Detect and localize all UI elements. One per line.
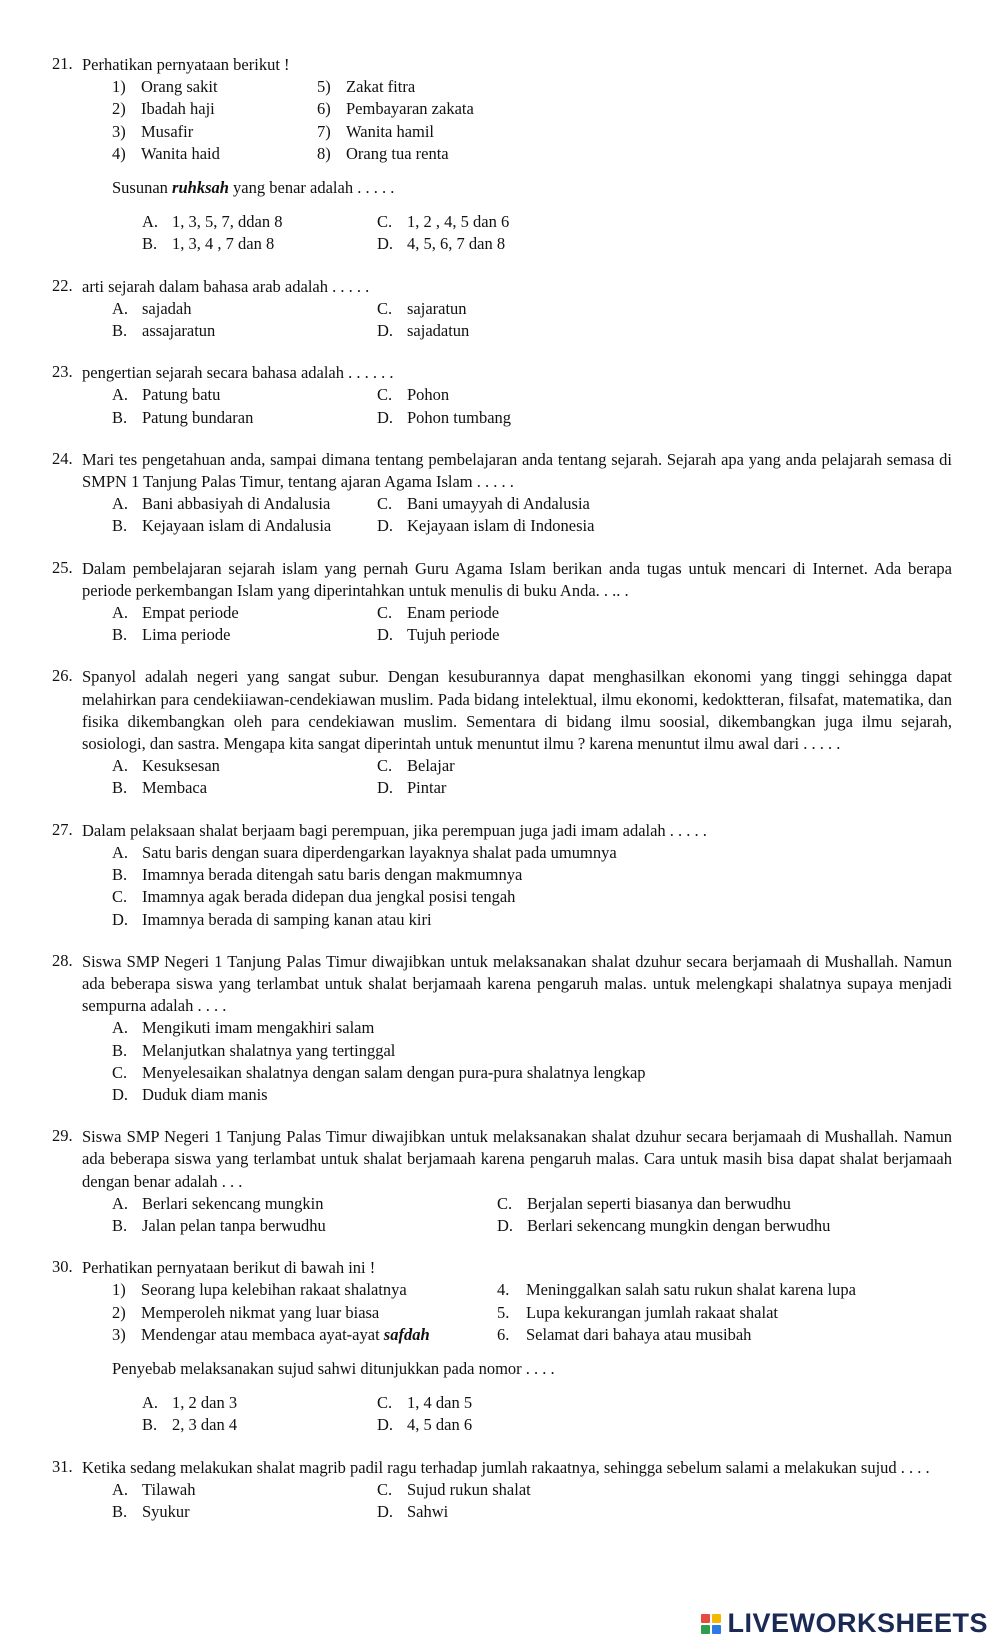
question-text: Perhatikan pernyataan berikut ! xyxy=(82,55,290,74)
option-label: D. xyxy=(377,778,394,798)
option-a[interactable] xyxy=(112,1017,952,1039)
statement-text: Lupa kekurangan jumlah rakaat shalat xyxy=(526,1302,778,1322)
option-text: Enam periode xyxy=(407,603,500,623)
option-text: Menyelesaikan shalatnya dengan salam dengan pura-pura shalatnya lengkap xyxy=(142,1062,646,1082)
emphasized-term: ruhksah xyxy=(172,178,229,198)
prompt-text: yang benar adalah . . . . . xyxy=(228,178,395,198)
option-row xyxy=(142,1414,952,1436)
option-label: A. xyxy=(112,298,129,318)
option-c[interactable] xyxy=(377,755,455,777)
option-row xyxy=(112,493,952,515)
statement-number: 1) xyxy=(112,1280,126,1300)
statement-text: Selamat dari bahaya atau musibah xyxy=(526,1324,752,1344)
option-label: B. xyxy=(142,1415,158,1435)
option-row xyxy=(112,298,952,320)
question-26 xyxy=(52,666,952,799)
question-21 xyxy=(52,54,952,256)
option-c[interactable] xyxy=(377,602,499,624)
question-24 xyxy=(52,449,952,538)
option-b[interactable] xyxy=(112,1040,952,1062)
option-c[interactable] xyxy=(112,1062,952,1084)
option-d[interactable] xyxy=(377,515,594,537)
question-text: arti sejarah dalam bahasa arab adalah . . . . . xyxy=(82,276,370,296)
option-text: sajaratun xyxy=(407,298,467,318)
option-text: Kesuksesan xyxy=(142,756,220,776)
option-c[interactable] xyxy=(377,1479,531,1501)
option-text: 1, 4 dan 5 xyxy=(407,1393,473,1413)
question-text: pengertian sejarah secara bahasa adalah . . . . . . xyxy=(82,363,394,383)
option-text: Satu baris dengan suara diperdengarkan layaknya shalat pada umumnya xyxy=(142,842,617,862)
statement-number: 4. xyxy=(497,1280,510,1300)
option-label: C. xyxy=(377,385,393,405)
option-text: Tilawah xyxy=(142,1479,196,1499)
question-number: 31. xyxy=(52,1456,73,1476)
option-b[interactable] xyxy=(112,777,377,799)
option-c[interactable] xyxy=(377,211,509,233)
option-label: A. xyxy=(112,1479,129,1499)
statement-text: Musafir xyxy=(141,121,194,141)
prompt-text: Susunan xyxy=(112,178,173,198)
option-label: D. xyxy=(377,1501,394,1521)
option-b[interactable] xyxy=(112,864,952,886)
statement-text: Zakat fitra xyxy=(346,77,416,97)
option-text: Berjalan seperti biasanya dan berwudhu xyxy=(527,1193,791,1213)
option-text: 2, 3 dan 4 xyxy=(172,1415,238,1435)
option-label: C. xyxy=(112,887,128,907)
option-text: Lima periode xyxy=(142,625,231,645)
option-label: A. xyxy=(112,1193,129,1213)
option-label: D. xyxy=(377,625,394,645)
option-text: 1, 3, 5, 7, ddan 8 xyxy=(172,212,283,232)
question-text: Ketika sedang melakukan shalat magrib padil ragu terhadap jumlah rakaatnya, sehingga sebelum salami a melakukan sujud . . . . xyxy=(82,1457,930,1477)
option-label: A. xyxy=(112,603,129,623)
logo-tile xyxy=(712,1625,721,1634)
question-number: 22. xyxy=(52,275,73,295)
option-row xyxy=(112,755,952,777)
option-row xyxy=(112,624,952,646)
question-text: Dalam pelaksaan shalat berjaam bagi perempuan, jika perempuan juga jadi imam adalah . . . . . xyxy=(82,820,707,840)
option-label: B. xyxy=(142,234,158,254)
statement-text: Meninggalkan salah satu rukun shalat karena lupa xyxy=(526,1280,856,1300)
logo-text: LIVEWORKSHEETS xyxy=(727,1608,988,1638)
option-label: B. xyxy=(112,407,128,427)
option-text: Membaca xyxy=(142,778,208,798)
option-text: Pohon xyxy=(407,385,450,405)
option-label: A. xyxy=(112,756,129,776)
option-c[interactable] xyxy=(497,1193,791,1215)
option-b[interactable] xyxy=(112,515,377,537)
option-a[interactable] xyxy=(112,602,377,624)
option-label: C. xyxy=(377,298,393,318)
option-a[interactable] xyxy=(142,1392,377,1414)
option-text: Pohon tumbang xyxy=(407,407,512,427)
option-text: Tujuh periode xyxy=(407,625,500,645)
option-label: A. xyxy=(112,385,129,405)
statement-number: 5. xyxy=(497,1302,510,1322)
statement-number: 3) xyxy=(112,1324,126,1344)
option-text: 1, 2 dan 3 xyxy=(172,1393,238,1413)
option-label: D. xyxy=(497,1215,514,1235)
question-number: 23. xyxy=(52,362,73,382)
question-30 xyxy=(52,1257,952,1436)
option-text: sajadah xyxy=(142,298,192,318)
statement-row xyxy=(112,76,952,98)
option-text: Mengikuti imam mengakhiri salam xyxy=(142,1018,375,1038)
option-text: Imamnya berada ditengah satu baris dengan makmumnya xyxy=(142,865,523,885)
option-row xyxy=(112,1501,952,1523)
question-27 xyxy=(52,820,952,931)
option-label: B. xyxy=(112,1501,128,1521)
option-c[interactable] xyxy=(377,493,590,515)
option-row xyxy=(112,320,952,342)
option-label: D. xyxy=(377,516,394,536)
option-c[interactable] xyxy=(112,886,952,908)
option-label: C. xyxy=(377,212,393,232)
option-label: B. xyxy=(112,625,128,645)
option-text: Empat periode xyxy=(142,603,239,623)
option-text: Sahwi xyxy=(407,1501,449,1521)
question-number: 21. xyxy=(52,54,73,73)
option-label: D. xyxy=(377,234,394,254)
statement-text: Orang sakit xyxy=(141,77,218,97)
logo-mark-icon xyxy=(701,1614,721,1634)
option-label: A. xyxy=(142,1393,159,1413)
statement-number: 2) xyxy=(112,99,126,119)
option-label: C. xyxy=(377,1479,393,1499)
question-number: 28. xyxy=(52,950,73,970)
option-text: Kejayaan islam di Indonesia xyxy=(407,516,595,536)
option-row xyxy=(142,233,952,255)
option-text: Sujud rukun shalat xyxy=(407,1479,531,1499)
question-28 xyxy=(52,951,952,1106)
option-label: D. xyxy=(377,407,394,427)
option-d[interactable] xyxy=(377,407,511,429)
statement-text: Memperoleh nikmat yang luar biasa xyxy=(141,1302,380,1322)
question-text: Mari tes pengetahuan anda, sampai dimana tentang pembelajaran anda tentang sejarah. Sejarah apa yang anda pelajarah semasa di SMPN 1 Tanjung Palas Timur, tentang ajaran Agama Islam . . . . . xyxy=(82,449,952,492)
option-text: Pintar xyxy=(407,778,447,798)
option-b[interactable] xyxy=(112,1501,377,1523)
option-a[interactable] xyxy=(112,493,377,515)
option-text: Duduk diam manis xyxy=(142,1084,268,1104)
option-label: A. xyxy=(142,212,159,232)
option-b[interactable] xyxy=(112,624,377,646)
option-text: Melanjutkan shalatnya yang tertinggal xyxy=(142,1040,396,1060)
question-text: Siswa SMP Negeri 1 Tanjung Palas Timur diwajibkan untuk melaksanakan shalat dzuhur secara berjamaah di Mushallah. Namun ada beberapa siswa yang terlambat untuk shalat berjamaah karena pengaruh malas. Cara untuk masih bisa dapat shalat berjamaah dengan benar adalah . . . xyxy=(82,1127,952,1191)
statement-text: Mendengar atau membaca ayat-ayat xyxy=(141,1324,384,1344)
question-number: 29. xyxy=(52,1126,73,1146)
option-label: B. xyxy=(112,1040,128,1060)
question-number: 30. xyxy=(52,1257,73,1277)
option-c[interactable] xyxy=(377,384,449,406)
statement-row xyxy=(112,121,952,143)
logo-tile xyxy=(712,1614,721,1623)
question-25 xyxy=(52,558,952,647)
option-a[interactable] xyxy=(112,1193,497,1215)
option-text: Imamnya berada di samping kanan atau kiri xyxy=(142,909,432,929)
option-text: Jalan pelan tanpa berwudhu xyxy=(142,1215,326,1235)
statement-number: 6. xyxy=(497,1324,510,1344)
option-text: Imamnya agak berada didepan dua jengkal posisi tengah xyxy=(142,887,516,907)
question-text: Siswa SMP Negeri 1 Tanjung Palas Timur diwajibkan untuk melaksanakan shalat dzuhur secara berjamaah di Mushallah. Namun ada beberapa siswa yang terlambat untuk shalat berjamaah karena pengaruh malas. untuk melengkapi shalatnya supaya menjadi sempurna adalah . . . . xyxy=(82,951,952,1016)
option-c[interactable] xyxy=(377,298,467,320)
option-label: C. xyxy=(377,1393,393,1413)
option-text: Berlari sekencang mungkin xyxy=(142,1193,324,1213)
option-d[interactable] xyxy=(112,1084,952,1106)
logo-tile xyxy=(701,1625,710,1634)
question-text: Dalam pembelajaran sejarah islam yang pernah Guru Agama Islam berikan anda tugas untuk mencari di Internet. Ada berapa periode perkembangan Islam yang diperintahkan untuk menulis di buku Anda. . .. . xyxy=(82,558,952,600)
option-text: sajadatun xyxy=(407,321,470,341)
question-number: 27. xyxy=(52,819,73,839)
option-text: Berlari sekencang mungkin dengan berwudhu xyxy=(527,1215,831,1235)
option-label: D. xyxy=(377,321,394,341)
question-number: 25. xyxy=(52,557,73,577)
emphasized-term: safdah xyxy=(383,1324,430,1344)
statement-row xyxy=(112,98,952,120)
option-label: D. xyxy=(112,909,129,929)
option-row xyxy=(142,211,952,233)
statement-number: 7) xyxy=(317,121,331,141)
option-label: B. xyxy=(112,778,128,798)
option-d[interactable] xyxy=(377,777,446,799)
option-label: A. xyxy=(112,494,129,514)
option-a[interactable] xyxy=(112,384,377,406)
worksheet-page xyxy=(52,54,952,1543)
question-prompt: Penyebab melaksanakan sujud sahwi ditunjukkan pada nomor . . . . xyxy=(112,1358,555,1378)
option-a[interactable] xyxy=(112,842,952,864)
question-31 xyxy=(52,1457,952,1524)
option-text: Bani umayyah di Andalusia xyxy=(407,494,590,514)
statement-row xyxy=(112,1279,952,1301)
option-a[interactable] xyxy=(142,211,377,233)
option-row xyxy=(112,1215,952,1237)
option-label: D. xyxy=(112,1084,129,1104)
option-label: C. xyxy=(377,494,393,514)
statement-number: 3) xyxy=(112,121,126,141)
option-text: assajaratun xyxy=(142,321,216,341)
option-d[interactable] xyxy=(112,909,952,931)
option-label: C. xyxy=(497,1193,513,1213)
option-d[interactable] xyxy=(377,233,505,255)
option-label: B. xyxy=(112,516,128,536)
question-text: Perhatikan pernyataan berikut di bawah ini ! xyxy=(82,1258,376,1278)
statement-row xyxy=(112,1302,952,1324)
option-a[interactable] xyxy=(112,298,377,320)
option-text: Bani abbasiyah di Andalusia xyxy=(142,494,331,514)
option-label: C. xyxy=(112,1062,128,1082)
option-b[interactable] xyxy=(142,233,377,255)
option-d[interactable] xyxy=(377,1414,472,1436)
option-text: 4, 5 dan 6 xyxy=(407,1415,473,1435)
option-row xyxy=(142,1392,952,1414)
option-text: 1, 2 , 4, 5 dan 6 xyxy=(407,212,510,232)
question-number: 24. xyxy=(52,448,73,468)
statement-number: 8) xyxy=(317,143,331,163)
option-label: A. xyxy=(112,1018,129,1038)
option-a[interactable] xyxy=(112,1479,377,1501)
option-row xyxy=(112,515,952,537)
option-row xyxy=(112,602,952,624)
statement-text: Wanita hamil xyxy=(346,121,435,141)
statement-number: 1) xyxy=(112,77,126,97)
option-row xyxy=(112,407,952,429)
option-label: C. xyxy=(377,603,393,623)
option-b[interactable] xyxy=(112,320,377,342)
liveworksheets-logo[interactable] xyxy=(701,1608,988,1639)
statement-text: Pembayaran zakata xyxy=(346,99,474,119)
statement-row xyxy=(112,1324,952,1346)
option-row xyxy=(112,777,952,799)
statement-row xyxy=(112,143,952,165)
question-22 xyxy=(52,276,952,343)
option-text: Kejayaan islam di Andalusia xyxy=(142,516,332,536)
option-b[interactable] xyxy=(112,407,377,429)
statement-text: Orang tua renta xyxy=(346,143,449,163)
option-text: 4, 5, 6, 7 dan 8 xyxy=(407,234,506,254)
option-label: B. xyxy=(112,1215,128,1235)
question-23 xyxy=(52,362,952,429)
question-prompt xyxy=(112,177,952,199)
statement-number: 5) xyxy=(317,77,331,97)
statement-text: Ibadah haji xyxy=(141,99,215,119)
option-label: B. xyxy=(112,321,128,341)
option-d[interactable] xyxy=(377,320,469,342)
option-label: A. xyxy=(112,842,129,862)
logo-tile xyxy=(701,1614,710,1623)
option-text: Patung bundaran xyxy=(142,407,254,427)
statement-number: 2) xyxy=(112,1302,126,1322)
option-text: 1, 3, 4 , 7 dan 8 xyxy=(172,234,275,254)
statement-text: Wanita haid xyxy=(141,143,220,163)
statement-text: Seorang lupa kelebihan rakaat shalatnya xyxy=(141,1280,407,1300)
question-text: Spanyol adalah negeri yang sangat subur. Dengan kesuburannya dapat menghasilkan ekonomi yang tinggi sehingga dapat melahirkan para cendekiiawan-cendekiawan muslim. Pada bidang intelektual, ilmu ekonomi, kedoktteran, filsafat, matematika, dan fisika dikembangkan oleh para cendekiawan muslim. Sementara di bidang ilmu soosial, dikembangkan juga ilmu sejarah, sosiologi, dan sastra. Mengapa kita sangat diperintah untuk menuntut ilmu ? karena menuntut ilmu awal dari . . . . . xyxy=(82,667,952,754)
option-label: D. xyxy=(377,1415,394,1435)
option-b[interactable] xyxy=(142,1414,377,1436)
option-text: Belajar xyxy=(407,756,455,776)
option-text: Syukur xyxy=(142,1501,190,1521)
option-row xyxy=(112,384,952,406)
option-d[interactable] xyxy=(377,1501,448,1523)
option-b[interactable] xyxy=(112,1215,497,1237)
option-row xyxy=(112,1193,952,1215)
question-29 xyxy=(52,1126,952,1237)
option-c[interactable] xyxy=(377,1392,472,1414)
option-d[interactable] xyxy=(377,624,499,646)
statement-number: 6) xyxy=(317,99,331,119)
question-number: 26. xyxy=(52,666,73,686)
option-row xyxy=(112,1479,952,1501)
option-d[interactable] xyxy=(497,1215,830,1237)
option-text: Patung batu xyxy=(142,385,221,405)
statement-number: 4) xyxy=(112,143,126,163)
option-label: C. xyxy=(377,756,393,776)
option-a[interactable] xyxy=(112,755,377,777)
option-label: B. xyxy=(112,865,128,885)
